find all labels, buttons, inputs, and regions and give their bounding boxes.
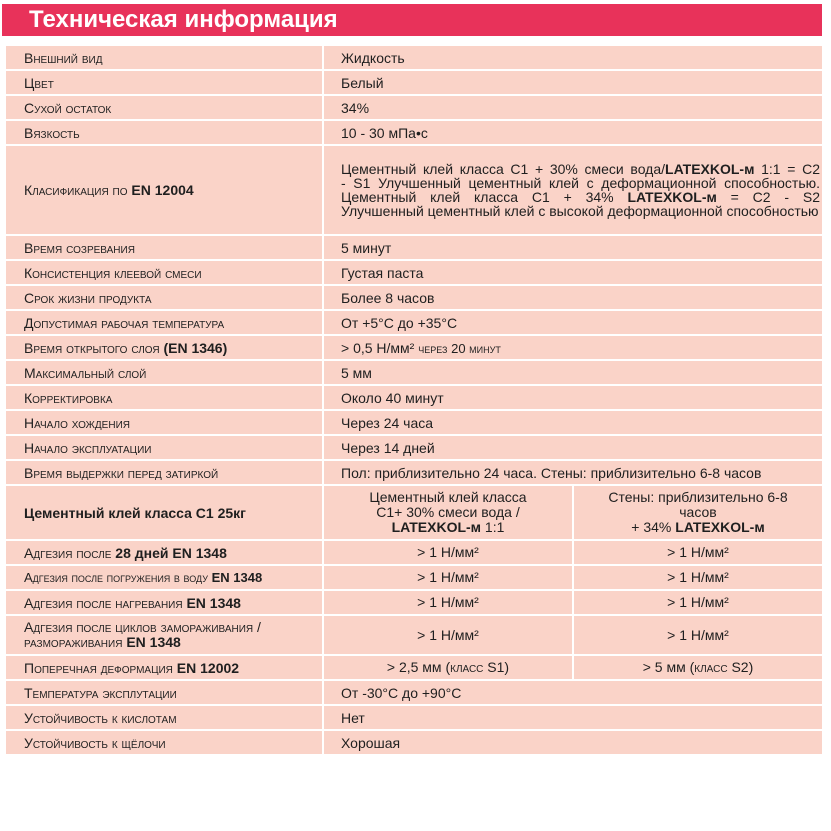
row-value: Пол: приблизительно 24 часа. Стены: приблизительно 6-8 часов — [323, 460, 823, 485]
row-label — [5, 335, 323, 360]
table-row — [5, 235, 823, 260]
row-label: Максимальный слой — [5, 360, 323, 385]
row-value: Белый — [323, 70, 823, 95]
table-row — [5, 260, 823, 285]
row-label — [5, 145, 323, 235]
value-col1: > 1 Н/мм² — [323, 615, 573, 655]
class-line-1: Цементный клей класса С1 + 30% смеси вода/LATEXKOL-м 1:1 = С2 — [341, 161, 821, 177]
row-value: От +5°С до +35°С — [323, 310, 823, 335]
table-row — [5, 705, 823, 730]
table-row — [5, 460, 823, 485]
table-row-subheader — [5, 485, 823, 540]
table-row — [5, 310, 823, 335]
table-row — [5, 120, 823, 145]
value-col1: > 1 Н/мм² — [323, 565, 573, 590]
table-row — [5, 655, 823, 680]
row-label — [5, 655, 323, 680]
value-col1: > 1 Н/мм² — [323, 590, 573, 615]
row-value: Через 14 дней — [323, 435, 823, 460]
value-suffix: через 20 минут — [418, 340, 501, 356]
walls-column-header: Стены: приблизительно 6-8 часов + 34% LATEXKOL-м — [573, 485, 823, 540]
label-text-2: размораживания — [24, 634, 123, 650]
row-label — [5, 590, 323, 615]
row-value: 5 мм — [323, 360, 823, 385]
table-row — [5, 360, 823, 385]
table-row — [5, 285, 823, 310]
row-label: Срок жизни продукта — [5, 285, 323, 310]
table-row — [5, 565, 823, 590]
label-standard: EN 1348 — [186, 594, 241, 611]
row-value: Хорошая — [323, 730, 823, 755]
row-label — [5, 565, 323, 590]
row-label: Допустимая рабочая температура — [5, 310, 323, 335]
label-text: Адгезия после погружения в воду — [24, 570, 208, 585]
row-value — [323, 335, 823, 360]
row-value: Нет — [323, 705, 823, 730]
row-label: Начало эксплуатации — [5, 435, 323, 460]
table-row-classification — [5, 145, 823, 235]
product-column-label: Цементный клей класса С1 25кг — [5, 485, 323, 540]
label-standard: EN 1348 — [126, 634, 181, 650]
row-label: Температура эксплутации — [5, 680, 323, 705]
table-row — [5, 615, 823, 655]
table-row — [5, 335, 823, 360]
label-text: Поперечная деформация — [24, 659, 173, 676]
row-value: 34% — [323, 95, 823, 120]
row-value: От -30°С до +90°С — [323, 680, 823, 705]
table-row — [5, 590, 823, 615]
row-label: Сухой остаток — [5, 95, 323, 120]
row-label: Корректировка — [5, 385, 323, 410]
label-standard: (EN 1346) — [163, 339, 228, 356]
row-label: Время созревания — [5, 235, 323, 260]
section-title: Техническая информация — [2, 4, 822, 36]
table-row — [5, 540, 823, 565]
row-value: Через 24 часа — [323, 410, 823, 435]
table-row — [5, 680, 823, 705]
value-col1: > 2,5 мм (класс S1) — [323, 655, 573, 680]
value-col2: > 1 Н/мм² — [573, 590, 823, 615]
label-standard: EN 12004 — [131, 182, 194, 198]
label-text: Адгезия после циклов замораживания / — [24, 619, 261, 635]
class-line-4: Улучшенный цементный клей с высокой деформационной способностью — [341, 203, 819, 219]
row-label: Вязкость — [5, 120, 323, 145]
row-label: Устойчивость к щёлочи — [5, 730, 323, 755]
table-row — [5, 385, 823, 410]
row-value: 5 минут — [323, 235, 823, 260]
mix-column-header: Цементный клей класса С1+ 30% смеси вода / LATEXKOL-м 1:1 — [323, 485, 573, 540]
row-label: Консистенция клеевой смеси — [5, 260, 323, 285]
row-label — [5, 540, 323, 565]
row-value: 10 - 30 мПа•с — [323, 120, 823, 145]
value-col2: > 1 Н/мм² — [573, 565, 823, 590]
row-label — [5, 615, 323, 655]
table-row — [5, 730, 823, 755]
value-col2: > 1 Н/мм² — [573, 615, 823, 655]
value-col2: > 5 мм (класс S2) — [573, 655, 823, 680]
table-row — [5, 435, 823, 460]
table-row — [5, 95, 823, 120]
label-standard: EN 12002 — [176, 659, 240, 676]
class-line-3: Цементный клей класса С1 + 34% LATEXKOL-м = C2 - S2 — [341, 189, 821, 205]
row-value: Густая паста — [323, 260, 823, 285]
table-row — [5, 410, 823, 435]
label-standard: EN 1348 — [211, 570, 263, 585]
value-main: > 0,5 Н/мм² — [341, 339, 415, 356]
row-value: Около 40 минут — [323, 385, 823, 410]
row-value: Более 8 часов — [323, 285, 823, 310]
value-col1: > 1 Н/мм² — [323, 540, 573, 565]
row-label: Цвет — [5, 70, 323, 95]
class-line-2: - S1 Улучшенный цементный клей с деформационной способностью. — [341, 175, 821, 191]
row-label: Внешний вид — [5, 45, 323, 70]
label-text: Класификация по — [24, 182, 128, 198]
table-row — [5, 70, 823, 95]
label-standard: 28 дней EN 1348 — [115, 544, 227, 561]
table-row — [5, 45, 823, 70]
value-col2: > 1 Н/мм² — [573, 540, 823, 565]
row-label: Начало хождения — [5, 410, 323, 435]
row-label: Устойчивость к кислотам — [5, 705, 323, 730]
label-text: Время открытого слоя — [24, 339, 160, 356]
label-text: Адгезия после — [24, 544, 112, 561]
row-label: Время выдержки перед затиркой — [5, 460, 323, 485]
label-text: Адгезия после нагревания — [24, 594, 183, 611]
classification-description — [323, 145, 823, 235]
technical-info-table — [4, 44, 824, 756]
row-value: Жидкость — [323, 45, 823, 70]
